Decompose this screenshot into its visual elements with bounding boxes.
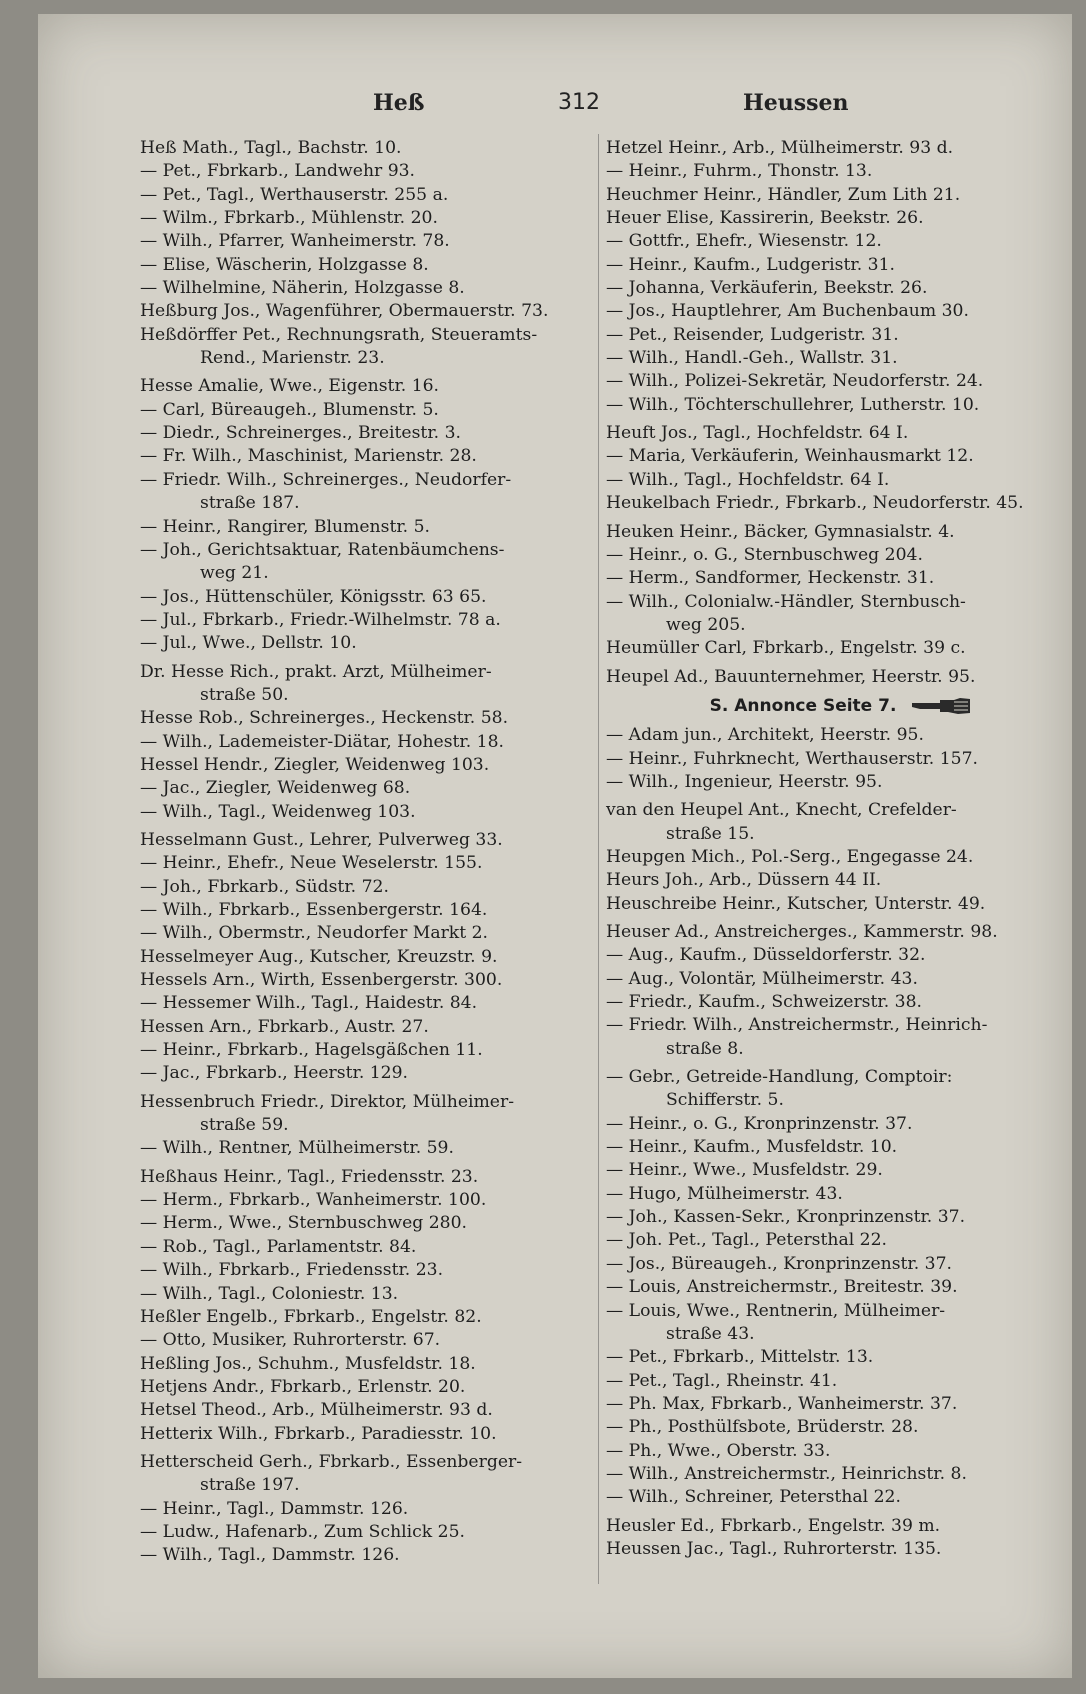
page-number: 312 (558, 90, 600, 115)
directory-entry: Heukelbach Friedr., Fbrkarb., Neudorferstr. 45. (606, 493, 1024, 514)
directory-entry: — Wilhelmine, Näherin, Holzgasse 8. (140, 278, 465, 299)
directory-entry: — Heinr., o. G., Kronprinzenstr. 37. (606, 1113, 913, 1134)
directory-entry: Hetterix Wilh., Fbrkarb., Paradiesstr. 10. (140, 1423, 497, 1444)
directory-entry: — Wilh., Pfarrer, Wanheimerstr. 78. (140, 231, 450, 252)
directory-entry: — Louis, Anstreichermstr., Breitestr. 39. (606, 1277, 958, 1298)
directory-page (38, 14, 1072, 1678)
directory-entry: — Otto, Musiker, Ruhrorterstr. 67. (140, 1330, 441, 1351)
directory-entry-continuation: straße 187. (200, 493, 300, 514)
directory-entry-continuation: weg 205. (666, 614, 746, 635)
directory-entry: — Jul., Wwe., Dellstr. 10. (140, 633, 357, 654)
directory-entry: — Wilh., Tagl., Dammstr. 126. (140, 1545, 400, 1566)
directory-entry: — Louis, Wwe., Rentnerin, Mülheimer- (606, 1300, 946, 1321)
directory-entry: — Wilm., Fbrkarb., Mühlenstr. 20. (140, 208, 438, 229)
directory-entry: — Herm., Wwe., Sternbuschweg 280. (140, 1213, 467, 1234)
directory-entry: — Pet., Reisender, Ludgeristr. 31. (606, 324, 899, 345)
page-header (38, 76, 1072, 116)
directory-entry-continuation: straße 197. (200, 1475, 300, 1496)
directory-entry: — Wilh., Colonialw.-Händler, Sternbusch- (606, 591, 966, 612)
directory-entry: — Wilh., Töchterschullehrer, Lutherstr. 10. (606, 394, 980, 415)
directory-entry: — Pet., Tagl., Werthauserstr. 255 a. (140, 184, 449, 205)
directory-entry: — Friedr., Kaufm., Schweizerstr. 38. (606, 992, 922, 1013)
directory-entry-continuation: straße 43. (666, 1323, 755, 1344)
directory-entry: Hessels Arn., Wirth, Essenbergerstr. 300. (140, 970, 503, 991)
header-right-keyword: Heussen (743, 90, 849, 116)
annonce-text: S. Annonce Seite 7. (709, 695, 897, 716)
directory-entry: Heuchmer Heinr., Händler, Zum Lith 21. (606, 184, 961, 205)
directory-entry: — Herm., Sandformer, Heckenstr. 31. (606, 568, 935, 589)
directory-entry: Hesselmeyer Aug., Kutscher, Kreuzstr. 9. (140, 946, 498, 967)
directory-entry: — Wilh., Obermstr., Neudorfer Markt 2. (140, 923, 488, 944)
directory-entry: Heuft Jos., Tagl., Hochfeldstr. 64 I. (606, 423, 909, 444)
directory-entry: Heuschreibe Heinr., Kutscher, Unterstr. 49. (606, 893, 986, 914)
directory-entry: Heßler Engelb., Fbrkarb., Engelstr. 82. (140, 1306, 482, 1327)
directory-entry: — Joh., Gerichtsaktuar, Ratenbäumchens- (140, 539, 505, 560)
directory-entry: Heßhaus Heinr., Tagl., Friedensstr. 23. (140, 1166, 479, 1187)
directory-entry: — Aug., Kaufm., Düsseldorferstr. 32. (606, 945, 926, 966)
directory-entry: — Wilh., Anstreichermstr., Heinrichstr. 8. (606, 1463, 967, 1484)
directory-entry: — Ph., Wwe., Oberstr. 33. (606, 1440, 831, 1461)
directory-entry: — Wilh., Handl.-Geh., Wallstr. 31. (606, 348, 898, 369)
directory-entry: — Heinr., o. G., Sternbuschweg 204. (606, 544, 923, 565)
directory-entry: — Ludw., Hafenarb., Zum Schlick 25. (140, 1521, 465, 1542)
directory-entry: — Heinr., Fbrkarb., Hagelsgäßchen 11. (140, 1040, 483, 1061)
header-left-keyword: Heß (373, 90, 425, 116)
directory-entry: — Jul., Fbrkarb., Friedr.-Wilhelmstr. 78 a. (140, 609, 501, 630)
directory-entry: — Gottfr., Ehefr., Wiesenstr. 12. (606, 231, 882, 252)
directory-entry: — Fr. Wilh., Maschinist, Marienstr. 28. (140, 446, 477, 467)
directory-entry-continuation: straße 50. (200, 684, 289, 705)
directory-entry-continuation: straße 15. (666, 823, 755, 844)
directory-entry: Heßdörffer Pet., Rechnungsrath, Steueramts- (140, 324, 538, 345)
directory-entry: — Jac., Ziegler, Weidenweg 68. (140, 778, 411, 799)
directory-entry: — Wilh., Ingenieur, Heerstr. 95. (606, 771, 883, 792)
directory-entry: — Jos., Hüttenschüler, Königsstr. 63 65. (140, 586, 487, 607)
directory-entry: — Adam jun., Architekt, Heerstr. 95. (606, 725, 924, 746)
directory-entry: — Pet., Tagl., Rheinstr. 41. (606, 1370, 838, 1391)
directory-entry: — Hessemer Wilh., Tagl., Haidestr. 84. (140, 993, 478, 1014)
directory-entry: Hetzel Heinr., Arb., Mülheimerstr. 93 d. (606, 138, 954, 158)
directory-entry: Heßling Jos., Schuhm., Musfeldstr. 18. (140, 1353, 476, 1374)
directory-entry: Heurs Joh., Arb., Düssern 44 II. (606, 870, 882, 891)
directory-entry: — Friedr. Wilh., Anstreichermstr., Heinrich- (606, 1015, 988, 1036)
directory-entry: — Ph. Max, Fbrkarb., Wanheimerstr. 37. (606, 1393, 958, 1414)
directory-entry: Heuken Heinr., Bäcker, Gymnasialstr. 4. (606, 521, 955, 542)
directory-entry: Heuser Ad., Anstreicherges., Kammerstr. 98. (606, 922, 998, 942)
directory-entry: — Joh., Kassen-Sekr., Kronprinzenstr. 37. (606, 1207, 966, 1228)
directory-entry: — Wilh., Schreiner, Petersthal 22. (606, 1487, 901, 1508)
directory-entry: — Gebr., Getreide-Handlung, Comptoir: (606, 1067, 953, 1088)
directory-entry: — Hugo, Mülheimerstr. 43. (606, 1183, 843, 1204)
right-column (606, 137, 1076, 1561)
directory-entry: — Wilh., Fbrkarb., Friedensstr. 23. (140, 1260, 444, 1281)
directory-entry: Hessen Arn., Fbrkarb., Austr. 27. (140, 1016, 429, 1037)
directory-entry: — Diedr., Schreinerges., Breitestr. 3. (140, 423, 461, 444)
left-column (140, 137, 595, 1568)
directory-entry: — Pet., Fbrkarb., Mittelstr. 13. (606, 1347, 874, 1368)
directory-entry: Hesse Amalie, Wwe., Eigenstr. 16. (140, 376, 440, 397)
directory-entry: Hessenbruch Friedr., Direktor, Mülheimer- (140, 1091, 515, 1112)
directory-entry: — Heinr., Rangirer, Blumenstr. 5. (140, 516, 431, 537)
pointing-hand-icon (910, 697, 972, 715)
directory-entry: — Heinr., Wwe., Musfeldstr. 29. (606, 1160, 883, 1181)
directory-entry: Hetjens Andr., Fbrkarb., Erlenstr. 20. (140, 1376, 466, 1397)
directory-entry: Heßburg Jos., Wagenführer, Obermauerstr. 73. (140, 301, 549, 322)
directory-entry: — Maria, Verkäuferin, Weinhausmarkt 12. (606, 446, 974, 467)
directory-entry: — Heinr., Kaufm., Ludgeristr. 31. (606, 254, 895, 275)
directory-entry: Heumüller Carl, Fbrkarb., Engelstr. 39 c. (606, 638, 966, 659)
directory-entry: — Heinr., Tagl., Dammstr. 126. (140, 1498, 409, 1519)
directory-entry: Hessel Hendr., Ziegler, Weidenweg 103. (140, 754, 490, 775)
directory-entry: — Johanna, Verkäuferin, Beekstr. 26. (606, 278, 928, 299)
directory-entry: — Heinr., Kaufm., Musfeldstr. 10. (606, 1137, 898, 1158)
directory-entry: Heussen Jac., Tagl., Ruhrorterstr. 135. (606, 1538, 942, 1559)
directory-entry-continuation: straße 59. (200, 1115, 289, 1136)
directory-entry-continuation: straße 8. (666, 1038, 744, 1059)
directory-entry: Heupgen Mich., Pol.-Serg., Engegasse 24. (606, 846, 974, 867)
directory-entry: — Wilh., Tagl., Weidenweg 103. (140, 801, 416, 822)
directory-entry: — Ph., Posthülfsbote, Brüderstr. 28. (606, 1417, 919, 1438)
directory-entry: — Jac., Fbrkarb., Heerstr. 129. (140, 1063, 409, 1084)
directory-entry: — Aug., Volontär, Mülheimerstr. 43. (606, 968, 918, 989)
directory-entry: van den Heupel Ant., Knecht, Crefelder- (606, 800, 957, 821)
directory-entry: Heß Math., Tagl., Bachstr. 10. (140, 138, 402, 158)
column-divider (598, 134, 599, 1584)
directory-entry: — Carl, Büreaugeh., Blumenstr. 5. (140, 399, 439, 420)
directory-entry: — Wilh., Fbrkarb., Essenbergerstr. 164. (140, 900, 488, 920)
directory-entry: Hesselmann Gust., Lehrer, Pulverweg 33. (140, 829, 503, 850)
directory-entry: — Wilh., Rentner, Mülheimerstr. 59. (140, 1138, 454, 1159)
directory-entry: — Heinr., Fuhrm., Thonstr. 13. (606, 161, 873, 182)
directory-entry: — Herm., Fbrkarb., Wanheimerstr. 100. (140, 1190, 487, 1211)
directory-entry: — Wilh., Tagl., Hochfeldstr. 64 I. (606, 469, 890, 490)
directory-entry: — Friedr. Wilh., Schreinerges., Neudorfer- (140, 469, 512, 490)
directory-entry: — Wilh., Lademeister-Diätar, Hohestr. 18. (140, 731, 505, 752)
directory-entry: Hesse Rob., Schreinerges., Heckenstr. 58. (140, 708, 509, 729)
directory-entry: Hetterscheid Gerh., Fbrkarb., Essenberger- (140, 1451, 523, 1472)
directory-entry: — Joh., Fbrkarb., Südstr. 72. (140, 876, 389, 897)
right-column-bottom (606, 724, 1076, 1561)
right-column-top (606, 137, 1076, 689)
directory-entry: — Heinr., Fuhrknecht, Werthauserstr. 157. (606, 748, 978, 769)
directory-entry: — Rob., Tagl., Parlamentstr. 84. (140, 1236, 417, 1257)
directory-entry-continuation: Schifferstr. 5. (666, 1090, 784, 1111)
directory-entry: Heupel Ad., Bauunternehmer, Heerstr. 95. (606, 666, 976, 687)
directory-entry: Dr. Hesse Rich., prakt. Arzt, Mülheimer- (140, 661, 492, 682)
directory-entry: — Jos., Hauptlehrer, Am Buchenbaum 30. (606, 301, 969, 322)
directory-entry: — Heinr., Ehefr., Neue Weselerstr. 155. (140, 853, 483, 874)
directory-entry: Hetsel Theod., Arb., Mülheimerstr. 93 d. (140, 1400, 493, 1421)
directory-entry: Heuer Elise, Kassirerin, Beekstr. 26. (606, 208, 924, 229)
directory-entry-continuation: weg 21. (200, 563, 269, 584)
annonce-notice (606, 695, 1076, 718)
directory-entry: — Joh. Pet., Tagl., Petersthal 22. (606, 1230, 888, 1251)
directory-entry: — Elise, Wäscherin, Holzgasse 8. (140, 254, 429, 275)
directory-entry: — Pet., Fbrkarb., Landwehr 93. (140, 161, 416, 182)
directory-entry: — Jos., Büreaugeh., Kronprinzenstr. 37. (606, 1253, 953, 1274)
directory-entry: — Wilh., Polizei-Sekretär, Neudorferstr. 24. (606, 371, 984, 392)
directory-entry: — Wilh., Tagl., Coloniestr. 13. (140, 1283, 399, 1304)
directory-entry-continuation: Rend., Marienstr. 23. (200, 348, 385, 369)
directory-entry: Heusler Ed., Fbrkarb., Engelstr. 39 m. (606, 1515, 941, 1536)
